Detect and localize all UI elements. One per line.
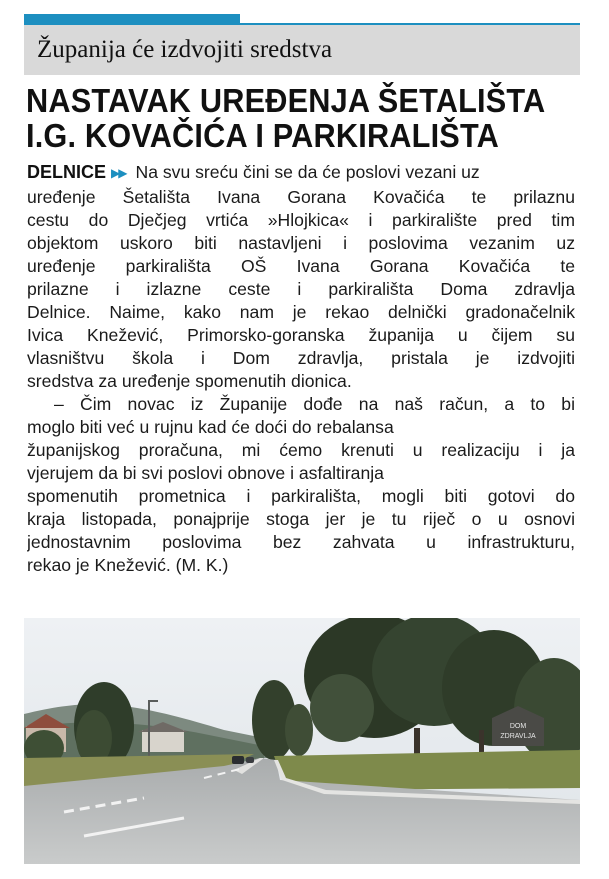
body-line: vjerujem da bi svi poslovi obnove i asfaltiranja [27, 463, 384, 483]
article-body [27, 161, 575, 577]
body-line: sredstva za uređenje spomenutih dionica. [27, 371, 352, 391]
double-arrow-icon: ▶▶ [111, 166, 126, 180]
body-line: spomenutih prometnica i parkirališta, mogli biti gotovi do [27, 486, 575, 506]
body-line: jednostavnim poslovima bez zahvata u infrastrukturu, [27, 532, 575, 552]
body-line: moglo biti već u rujnu kad će doći do rebalansa [27, 417, 394, 437]
kicker: Županija će izdvojiti sredstva [24, 25, 580, 75]
body-line: uređenje parkirališta OŠ Ivana Gorana Kovačića te [27, 256, 575, 276]
article-photo [24, 618, 580, 864]
sign-text: ZDRAVLJA [500, 733, 536, 740]
body-line: županijskog proračuna, mi ćemo krenuti u realizaciju i ja [27, 440, 575, 460]
body-line: objektom uskoro biti nastavljeni i poslovima vezanim uz [27, 233, 575, 253]
headline-line: I.G. KOVAČIĆA I PARKIRALIŠTA [26, 117, 499, 154]
body-line: uređenje Šetališta Ivana Gorana Kovačića te prilaznu [27, 187, 575, 207]
body-line: Delnice. Naime, kako nam je rekao delnički gradonačelnik [27, 302, 575, 322]
body-line: rekao je Knežević. (M. K.) [27, 555, 229, 575]
body-line: cestu do Dječjeg vrtića »Hlojkica« i parkiralište pred tim [27, 210, 575, 230]
headline-line: NASTAVAK UREĐENJA ŠETALIŠTA [26, 82, 546, 119]
body-line: Ivica Knežević, Primorsko-goranska županija u čijem su [27, 325, 575, 345]
section-color-bar [24, 14, 240, 23]
sign-text: DOM [509, 723, 527, 730]
headline [26, 83, 547, 153]
body-line [27, 161, 575, 186]
dateline: DELNICE [27, 162, 107, 182]
body-line: prilazne i izlazne ceste i parkirališta Doma zdravlja [27, 279, 575, 299]
body-line: – Čim novac iz Županije dođe na naš račun, a to bi [54, 394, 575, 414]
body-line: kraja listopada, ponajprije stoga jer je tu riječ o u osnovi [27, 509, 575, 529]
body-line: vlasništvu škola i Dom zdravlja, pristala je izdvojiti [27, 348, 575, 368]
body-line-text: Na svu sreću čini se da će poslovi vezani uz [135, 162, 480, 182]
